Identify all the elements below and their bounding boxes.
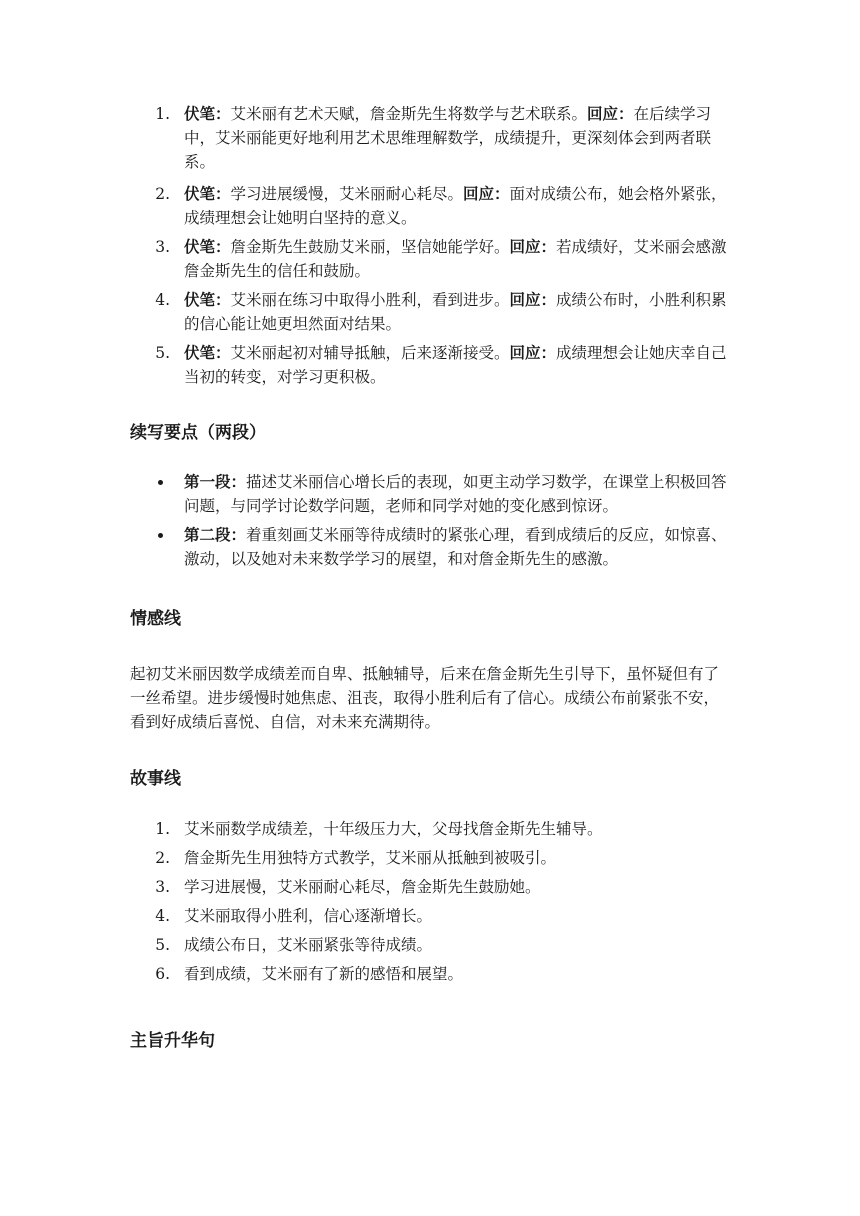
foreshadow-label: 伏笔：: [184, 290, 231, 309]
response-text: 若成绩好，艾米丽会感激詹金斯先生的信任和鼓励。: [184, 238, 727, 280]
foreshadow-label: 伏笔：: [184, 237, 231, 256]
list-text: 成绩公布日，艾米丽紧张等待成绩。: [184, 936, 433, 954]
response-text: 在后续学习中，艾米丽能更好地利用艺术思维理解数学，成绩提升，更深刻体会到两者联系。: [184, 105, 712, 171]
response-label: 回应：: [509, 290, 557, 309]
response-label: 回应：: [463, 184, 510, 203]
list-item: [130, 235, 732, 283]
list-number: 3.: [155, 878, 170, 896]
foreshadow-text: 詹金斯先生鼓励艾米丽，坚信她能学好。: [230, 238, 510, 256]
list-number: 3.: [155, 238, 170, 256]
foreshadow-label: 伏笔：: [184, 343, 231, 362]
emotion-paragraph: 起初艾米丽因数学成绩差而自卑、抵触辅导，后来在詹金斯先生引导下，虽怀疑但有了一丝希望。进步缓慢时她焦虑、沮丧，取得小胜利后有了信心。成绩公布前紧张不安，看到好成绩后喜悦、自信，对未来充满期待。: [130, 665, 720, 731]
foreshadow-text: 艾米丽在练习中取得小胜利，看到进步。: [230, 291, 510, 309]
bullet-item: [130, 523, 732, 571]
response-text: 成绩公布时，小胜利积累的信心能让她更坦然面对结果。: [184, 291, 727, 333]
list-number: 1.: [155, 105, 170, 123]
paragraph-label: 第一段：: [184, 472, 247, 491]
list-number: 6.: [155, 965, 170, 983]
response-text: 成绩理想会让她庆幸自己当初的转变，对学习更积极。: [184, 344, 727, 386]
response-label: 回应：: [509, 237, 557, 256]
response-text: 面对成绩公布，她会格外紧张，成绩理想会让她明白坚持的意义。: [184, 185, 727, 227]
bullet-icon: [158, 480, 163, 485]
bullet-item: [130, 470, 732, 518]
list-number: 2.: [155, 185, 170, 203]
paragraph-text: 着重刻画艾米丽等待成绩时的紧张心理，看到成绩后的反应，如惊喜、激动，以及她对未来数学学习的展望，和对詹金斯先生的感激。: [184, 526, 727, 568]
foreshadow-text: 学习进展缓慢，艾米丽耐心耗尽。: [230, 185, 464, 203]
list-text: 艾米丽取得小胜利，信心逐渐增长。: [184, 907, 433, 925]
list-number: 2.: [155, 849, 170, 867]
foreshadow-text: 艾米丽起初对辅导抵触，后来逐渐接受。: [230, 344, 510, 362]
list-item: [130, 288, 732, 336]
list-item: [130, 182, 732, 230]
foreshadow-label: 伏笔：: [184, 184, 231, 203]
foreshadow-label: 伏笔：: [184, 104, 231, 123]
section-heading-story: 故事线: [130, 769, 181, 789]
response-label: 回应：: [509, 343, 557, 362]
list-number: 4.: [155, 907, 170, 925]
section-heading-continuation: 续写要点（两段）: [130, 423, 266, 443]
list-text: 艾米丽数学成绩差，十年级压力大，父母找詹金斯先生辅导。: [184, 820, 603, 838]
section-heading-emotion: 情感线: [130, 609, 181, 629]
response-label: 回应：: [587, 104, 634, 123]
foreshadow-text: 艾米丽有艺术天赋，詹金斯先生将数学与艺术联系。: [230, 105, 588, 123]
list-item: [130, 341, 732, 389]
list-number: 4.: [155, 291, 170, 309]
list-text: 看到成绩，艾米丽有了新的感悟和展望。: [184, 965, 464, 983]
list-item: [130, 102, 732, 174]
list-number: 5.: [155, 344, 170, 362]
list-number: 5.: [155, 936, 170, 954]
bullet-icon: [158, 533, 163, 538]
list-text: 学习进展慢，艾米丽耐心耗尽，詹金斯先生鼓励她。: [184, 878, 541, 896]
list-text: 詹金斯先生用独特方式教学，艾米丽从抵触到被吸引。: [184, 849, 557, 867]
section-heading-theme: 主旨升华句: [130, 1031, 215, 1051]
list-number: 1.: [155, 820, 170, 838]
paragraph-text: 描述艾米丽信心增长后的表现，如更主动学习数学，在课堂上积极回答问题，与同学讨论数学问题，老师和同学对她的变化感到惊讶。: [184, 473, 727, 515]
paragraph-label: 第二段：: [184, 525, 247, 544]
